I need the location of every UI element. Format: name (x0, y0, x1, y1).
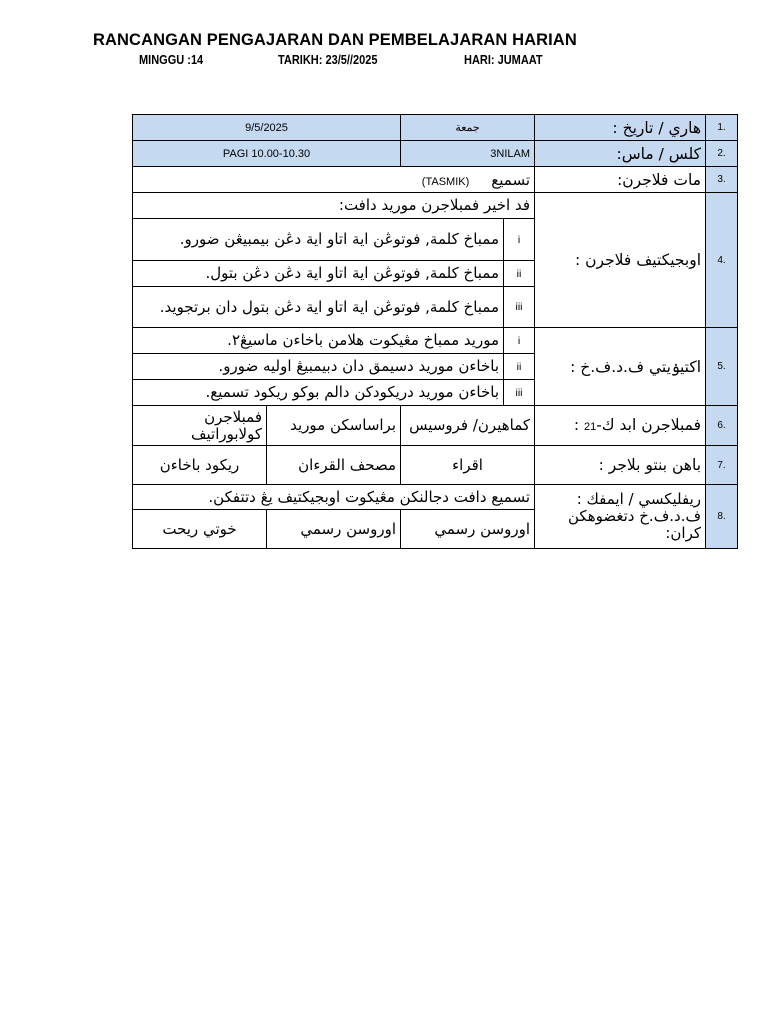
21st-century-label (535, 406, 706, 446)
activity-item (133, 328, 738, 354)
subject-value (133, 167, 535, 193)
day-date-label: هاري / تاريخ : (535, 115, 706, 141)
row-number: 1. (706, 115, 738, 141)
activity-text: موريد ممباخ مڠيكوت هلامن باخاءن ماسيڠ٢. (133, 328, 504, 354)
pbd-skills: كماهيرن/ فروسيس (401, 406, 535, 446)
week-label: MINGGU :14 (139, 53, 204, 67)
row-class-time (133, 141, 738, 167)
row-number: 2. (706, 141, 738, 167)
row-number: 6. (706, 406, 738, 446)
class-value: 3NILAM (401, 141, 535, 167)
row-number: 8. (706, 485, 738, 549)
reason-official-duty: اوروسن رسمي (267, 510, 401, 549)
21st-century-label-text: فمبلاجرن ابد ك- (596, 415, 702, 434)
lesson-plan-table (132, 114, 738, 549)
row-teaching-aids (133, 446, 738, 485)
date-label: TARIKH: 23/5//2025 (278, 53, 378, 67)
row-number: 5. (706, 328, 738, 406)
objectives-label: اوبجيكتيف فلاجرن : (535, 193, 706, 328)
subject-arabic: تسميع (491, 170, 531, 189)
objective-text: ممباخ كلمة, فوتوڠن اية اتاو اية دڠن دڠن بتول. (133, 261, 504, 287)
21st-century-number: 21 (583, 420, 597, 433)
aid-mushaf: مصحف القرءان (267, 446, 401, 485)
aid-reading-record: ريكود باخاءن (133, 446, 267, 485)
row-number: 3. (706, 167, 738, 193)
teaching-aids-label: باهن بنتو بلاجر : (535, 446, 706, 485)
subject-label: مات فلاجرن: (535, 167, 706, 193)
21st-century-label-tail: : (573, 415, 584, 434)
class-time-label: كلس / ماس: (535, 141, 706, 167)
reflection-label: ريفليكسي / ايمفك : ف.د.ف.خ دتغضوهكن كران: (535, 485, 706, 549)
row-reflection-statement (133, 485, 738, 510)
pbd-student-centred: براساسكن موريد (267, 406, 401, 446)
row-number: 4. (706, 193, 738, 328)
objective-text: ممباخ كلمة, فوتوڠن اية اتاو اية دڠن بيمبيڠن ضورو. (133, 219, 504, 261)
subject-latin: (TASMIK) (421, 175, 470, 188)
activities-label: اكتيۏيتي ف.د.ف.خ : (535, 328, 706, 406)
activity-roman: iii (504, 380, 535, 406)
activity-roman: ii (504, 354, 535, 380)
objective-roman: iii (504, 287, 535, 328)
reason-public-holiday: خوتي ريحت (133, 510, 267, 549)
activity-text: باخاءن موريد دسيمق دان دبيمبيڠ اوليه ضورو. (133, 354, 504, 380)
row-objectives-intro (133, 193, 738, 219)
day-label: HARI: JUMAAT (464, 53, 543, 67)
row-21st-century (133, 406, 738, 446)
objective-roman: i (504, 219, 535, 261)
date-value: 9/5/2025 (133, 115, 401, 141)
time-value: PAGI 10.00-10.30 (133, 141, 401, 167)
aid-iqra: اقراء (401, 446, 535, 485)
objective-text: ممباخ كلمة, فوتوڠن اية اتاو اية دڠن بتول دان برتجويد. (133, 287, 504, 328)
row-subject (133, 167, 738, 193)
day-value: جمعة (401, 115, 535, 141)
pbd-collaborative: فمبلاجرن كولابوراتيف (133, 406, 267, 446)
row-number: 7. (706, 446, 738, 485)
reflection-statement: تسميع دافت دجالنكن مڠيكوت اوبجيكتيف يڠ دتتفكن. (133, 485, 535, 510)
page-title: RANCANGAN PENGAJARAN DAN PEMBELAJARAN HARIAN (93, 31, 577, 49)
objective-roman: ii (504, 261, 535, 287)
reason-official-duty: اوروسن رسمي (401, 510, 535, 549)
activity-roman: i (504, 328, 535, 354)
row-day-date (133, 115, 738, 141)
activity-text: باخاءن موريد دريكودكن دالم بوكو ريكود تسميع. (133, 380, 504, 406)
objectives-intro: فد اخير فمبلاجرن موريد دافت: (133, 193, 535, 219)
